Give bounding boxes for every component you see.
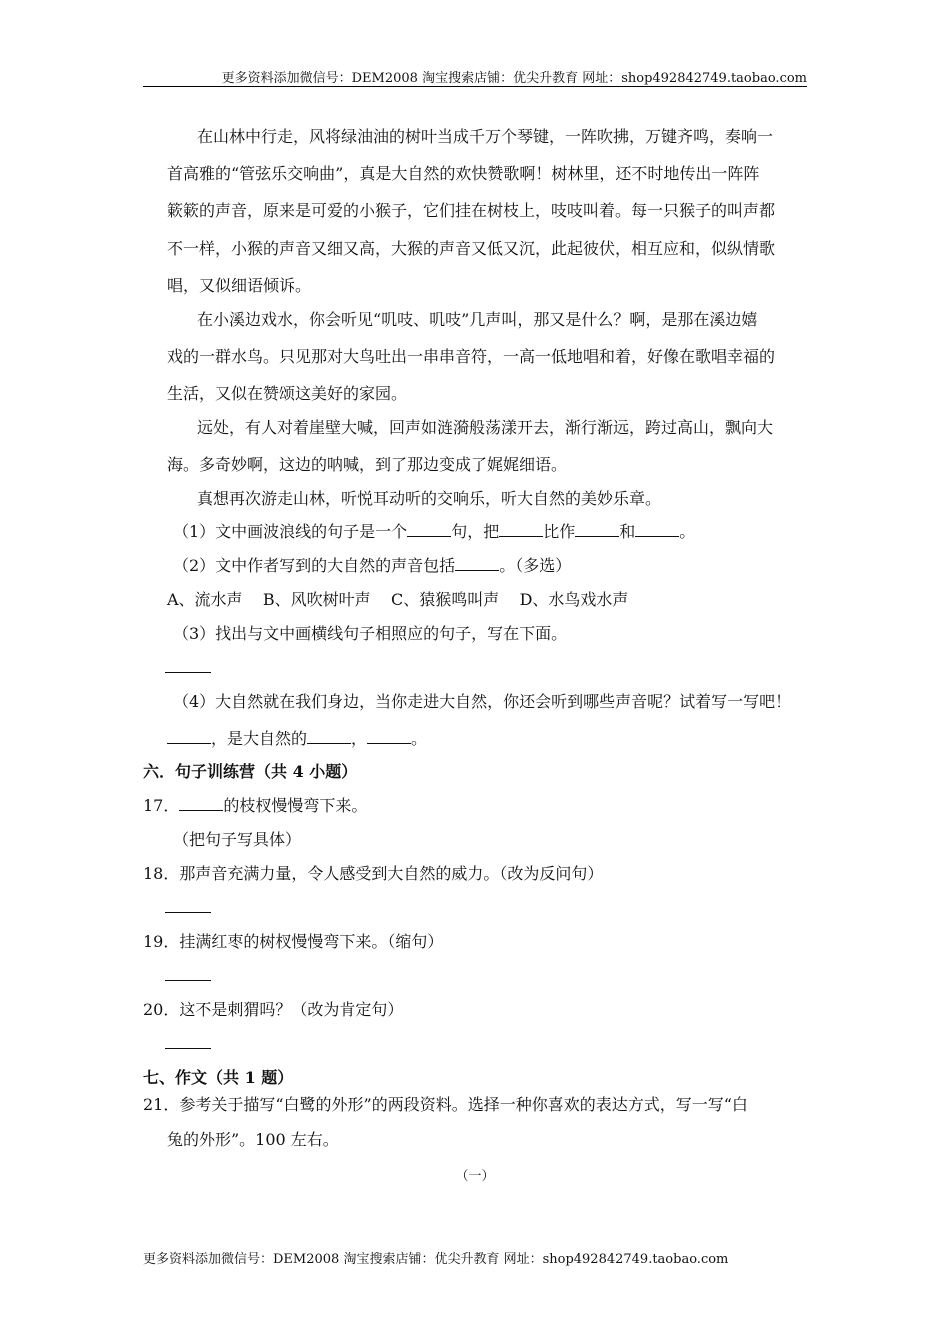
question-21-line: 21．参考关于描写“白鹭的外形”的两段资料。选择一种你喜欢的表达方式，写一写“白 — [143, 1095, 748, 1114]
answer-blank[interactable] — [307, 729, 351, 744]
passage-line: 在小溪边戏水，你会听见“叽吱、叽吱”几声叫，那又是什么？啊，是那在溪边嬉 — [197, 310, 758, 329]
q4-fill-c: 。 — [411, 729, 428, 748]
q1-text-c: 比作 — [543, 522, 576, 541]
section-7-title: 七、作文（共 1 题） — [143, 1068, 294, 1087]
answer-line[interactable] — [165, 1034, 211, 1054]
answer-blank[interactable] — [367, 729, 411, 744]
question-21-line: 兔的外形”。100 左右。 — [167, 1130, 339, 1149]
passage-line: 首高雅的“管弦乐交响曲”，真是大自然的欢快赞歌啊！树林里，还不时地传出一阵阵 — [167, 164, 760, 183]
answer-blank[interactable] — [455, 556, 499, 571]
passage-line: 戏的一群水鸟。只见那对大鸟吐出一串串音符，一高一低地唱和着，好像在歌唱幸福的 — [167, 347, 776, 366]
question-1 — [173, 522, 695, 542]
question-18: 18．那声音充满力量，令人感受到大自然的威力。（改为反问句） — [143, 864, 604, 883]
q1-text-e: 。 — [679, 522, 696, 541]
q1-text-a: （1）文中画波浪线的句子是一个 — [173, 522, 408, 541]
q17-note: （把句子写具体） — [173, 830, 302, 849]
question-2 — [173, 556, 571, 576]
q4-fill-b: ， — [351, 729, 368, 748]
passage-line: 海。多奇妙啊，这边的呐喊，到了那边变成了娓娓细语。 — [167, 455, 568, 474]
q4-fill-a: ，是大自然的 — [211, 729, 308, 748]
q2-options: A、流水声 B、风吹树叶声 C、猿猴鸣叫声 D、水鸟戏水声 — [167, 590, 629, 609]
question-19: 19．挂满红枣的树杈慢慢弯下来。（缩句） — [143, 932, 444, 951]
q2-text-b: 。（多选） — [499, 556, 572, 575]
page-footer: 更多资料添加微信号：DEM2008 淘宝搜索店铺：优尖升教育 网址：shop492842749.taobao.com — [143, 1252, 729, 1267]
q4-fill-line — [167, 729, 427, 749]
q1-text-d: 和 — [619, 522, 636, 541]
passage-line: 簌簌的声音，原来是可爱的小猴子，它们挂在树枝上，吱吱叫着。每一只猴子的叫声都 — [167, 201, 776, 220]
answer-line[interactable] — [165, 966, 211, 986]
answer-blank[interactable] — [499, 522, 543, 537]
subheading: （一） — [455, 1169, 495, 1184]
question-20: 20．这不是刺猬吗？（改为肯定句） — [143, 1000, 404, 1019]
section-6-title: 六．句子训练营（共 4 小题） — [143, 762, 358, 781]
passage-line: 唱，又似细语倾诉。 — [167, 276, 312, 295]
passage-line: 在山林中行走，风将绿油油的树叶当成千万个琴键，一阵吹拂，万键齐鸣，奏响一 — [197, 127, 774, 146]
answer-blank[interactable] — [635, 522, 679, 537]
passage-line: 真想再次游走山林，听悦耳动听的交响乐，听大自然的美妙乐章。 — [197, 489, 662, 508]
answer-line[interactable] — [165, 658, 211, 678]
page-header: 更多资料添加微信号：DEM2008 淘宝搜索店铺：优尖升教育 网址：shop492842749.taobao.com — [221, 71, 807, 86]
answer-blank[interactable] — [179, 796, 223, 811]
answer-blank[interactable] — [167, 729, 211, 744]
answer-blank[interactable] — [575, 522, 619, 537]
q2-text-a: （2）文中作者写到的大自然的声音包括 — [173, 556, 456, 575]
header-rule — [143, 86, 807, 87]
answer-line[interactable] — [165, 898, 211, 918]
answer-blank[interactable] — [407, 522, 451, 537]
q17-number: 17． — [143, 796, 180, 815]
passage-line: 不一样，小猴的声音又细又高，大猴的声音又低又沉，此起彼伏，相互应和，似纵情歌 — [167, 239, 776, 258]
question-4: （4）大自然就在我们身边，当你走进大自然，你还会听到哪些声音呢？试着写一写吧！ — [173, 692, 792, 711]
passage-line: 生活，又似在赞颂这美好的家园。 — [167, 384, 408, 403]
q17-text: 的枝杈慢慢弯下来。 — [223, 796, 368, 815]
passage-line: 远处，有人对着崖壁大喊，回声如涟漪般荡漾开去，渐行渐远，跨过高山，飘向大 — [197, 418, 774, 437]
question-3: （3）找出与文中画横线句子相照应的句子，写在下面。 — [173, 624, 568, 643]
q1-text-b: 句，把 — [451, 522, 500, 541]
question-17 — [143, 796, 367, 816]
